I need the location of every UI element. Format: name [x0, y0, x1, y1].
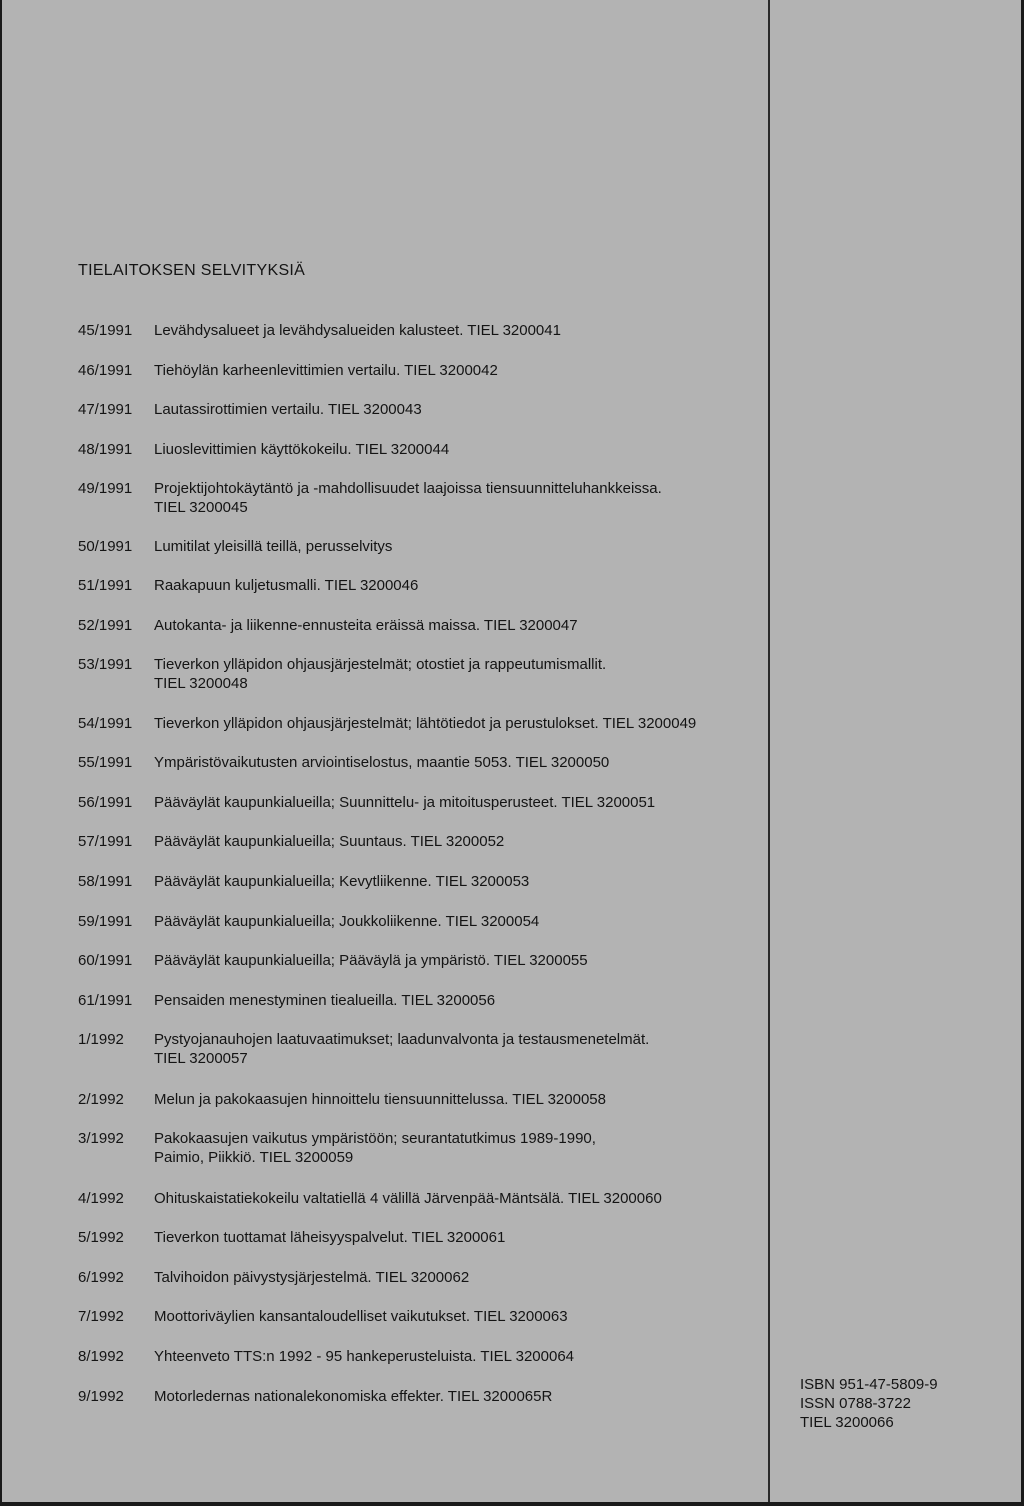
publication-number: 57/1991 — [78, 833, 133, 850]
publication-title-line: TIEL 3200048 — [154, 675, 248, 692]
publication-title-line: Liuoslevittimien käyttökokeilu. TIEL 3200044 — [154, 441, 450, 458]
publication-title — [154, 1268, 754, 1287]
publication-title-line: Paimio, Piikkiö. TIEL 3200059 — [154, 1149, 354, 1166]
publication-number: 5/1992 — [78, 1229, 124, 1246]
publication-title-line: Tieverkon ylläpidon ohjausjärjestelmät; lähtötiedot ja perustulokset. TIEL 3200049 — [154, 715, 697, 732]
publication-number: 52/1991 — [78, 617, 133, 634]
publication-number: 3/1992 — [78, 1130, 124, 1147]
publication-title — [154, 912, 754, 931]
publication-title-line: Ympäristövaikutusten arviointiselostus, maantie 5053. TIEL 3200050 — [154, 754, 610, 771]
publication-title-line: Levähdysalueet ja levähdysalueiden kalusteet. TIEL 3200041 — [154, 322, 561, 339]
isbn-code: ISBN 951-47-5809-9 — [800, 1376, 938, 1393]
publication-title-line: Projektijohtokäytäntö ja -mahdollisuudet laajoissa tiensuunnitteluhankkeissa. — [154, 480, 662, 497]
publication-title — [154, 793, 754, 812]
publication-title — [154, 714, 754, 733]
publication-title — [154, 400, 754, 419]
publication-title-line: Autokanta- ja liikenne-ennusteita eräissä maissa. TIEL 3200047 — [154, 617, 578, 634]
publication-number: 59/1991 — [78, 913, 133, 930]
publication-number: 2/1992 — [78, 1091, 124, 1108]
publication-number: 9/1992 — [78, 1388, 124, 1405]
publication-number: 61/1991 — [78, 992, 133, 1009]
publication-number: 49/1991 — [78, 480, 133, 497]
publication-title-line: Pakokaasujen vaikutus ympäristöön; seurantatutkimus 1989-1990, — [154, 1130, 596, 1147]
publication-title — [154, 1228, 754, 1247]
publication-title — [154, 321, 754, 340]
publication-number: 53/1991 — [78, 656, 133, 673]
publication-title-line: Lumitilat yleisillä teillä, perusselvitys — [154, 538, 393, 555]
publication-title-line: Tieverkon tuottamat läheisyyspalvelut. TIEL 3200061 — [154, 1229, 506, 1246]
publication-codes — [800, 1375, 1010, 1432]
publication-title — [154, 872, 754, 891]
publication-number: 60/1991 — [78, 952, 133, 969]
publication-title-line: TIEL 3200045 — [154, 499, 248, 516]
publication-title — [154, 616, 754, 635]
publication-title-line: Raakapuun kuljetusmalli. TIEL 3200046 — [154, 577, 419, 594]
publication-title-line: Tiehöylän karheenlevittimien vertailu. TIEL 3200042 — [154, 362, 498, 379]
publication-title-line: Pääväylät kaupunkialueilla; Suunnittelu- ja mitoitusperusteet. TIEL 3200051 — [154, 794, 656, 811]
publication-title — [154, 576, 754, 595]
page-border-bottom — [0, 1502, 1024, 1506]
publication-title — [154, 1387, 754, 1406]
publication-title — [154, 479, 754, 517]
publication-title — [154, 440, 754, 459]
publication-number: 55/1991 — [78, 754, 133, 771]
publication-title-line: Tieverkon ylläpidon ohjausjärjestelmät; otostiet ja rappeutumismallit. — [154, 656, 607, 673]
publication-title-line: Ohituskaistatiekokeilu valtatiellä 4 välillä Järvenpää-Mäntsälä. TIEL 3200060 — [154, 1190, 662, 1207]
publication-number: 7/1992 — [78, 1308, 124, 1325]
publication-title — [154, 1129, 754, 1167]
publication-title-line: Pääväylät kaupunkialueilla; Pääväylä ja ympäristö. TIEL 3200055 — [154, 952, 588, 969]
publication-number: 56/1991 — [78, 794, 133, 811]
publication-title — [154, 832, 754, 851]
publication-title-line: Pääväylät kaupunkialueilla; Joukkoliikenne. TIEL 3200054 — [154, 913, 540, 930]
publication-title — [154, 1307, 754, 1326]
publication-title — [154, 1189, 754, 1208]
publication-title-line: Motorledernas nationalekonomiska effekter. TIEL 3200065R — [154, 1388, 553, 1405]
publication-title-line: Pääväylät kaupunkialueilla; Kevytliikenne. TIEL 3200053 — [154, 873, 530, 890]
publication-title-line: Moottoriväylien kansantaloudelliset vaikutukset. TIEL 3200063 — [154, 1308, 568, 1325]
publication-number: 47/1991 — [78, 401, 133, 418]
publication-title-line: TIEL 3200057 — [154, 1050, 248, 1067]
publication-title — [154, 951, 754, 970]
publication-number: 4/1992 — [78, 1190, 124, 1207]
publication-number: 48/1991 — [78, 441, 133, 458]
issn-code: ISSN 0788-3722 — [800, 1395, 911, 1412]
publication-title-line: Pensaiden menestyminen tiealueilla. TIEL 3200056 — [154, 992, 496, 1009]
publication-number: 45/1991 — [78, 322, 133, 339]
publication-title-line: Yhteenveto TTS:n 1992 - 95 hankeperusteluista. TIEL 3200064 — [154, 1348, 575, 1365]
publication-number: 50/1991 — [78, 538, 133, 555]
cover-fold-line — [768, 0, 770, 1502]
publication-title — [154, 655, 754, 693]
publication-title-line: Pääväylät kaupunkialueilla; Suuntaus. TIEL 3200052 — [154, 833, 505, 850]
publication-number: 58/1991 — [78, 873, 133, 890]
publication-title-line: Pystyojanauhojen laatuvaatimukset; laadunvalvonta ja testausmenetelmät. — [154, 1031, 650, 1048]
tiel-code: TIEL 3200066 — [800, 1414, 894, 1431]
publication-number: 51/1991 — [78, 577, 133, 594]
publication-number: 8/1992 — [78, 1348, 124, 1365]
publication-title-line: Melun ja pakokaasujen hinnoittelu tiensuunnittelussa. TIEL 3200058 — [154, 1091, 606, 1108]
publication-title-line: Talvihoidon päivystysjärjestelmä. TIEL 3200062 — [154, 1269, 470, 1286]
publication-number: 1/1992 — [78, 1031, 124, 1048]
publication-title — [154, 361, 754, 380]
publication-title — [154, 1090, 754, 1109]
publication-title-line: Lautassirottimien vertailu. TIEL 3200043 — [154, 401, 422, 418]
publication-title — [154, 1347, 754, 1366]
publication-number: 46/1991 — [78, 362, 133, 379]
publication-title — [154, 537, 754, 556]
series-title: TIELAITOKSEN SELVITYKSIÄ — [78, 262, 306, 279]
publication-number: 54/1991 — [78, 715, 133, 732]
publication-title — [154, 1030, 754, 1068]
publication-title — [154, 753, 754, 772]
publication-title — [154, 991, 754, 1010]
publication-number: 6/1992 — [78, 1269, 124, 1286]
